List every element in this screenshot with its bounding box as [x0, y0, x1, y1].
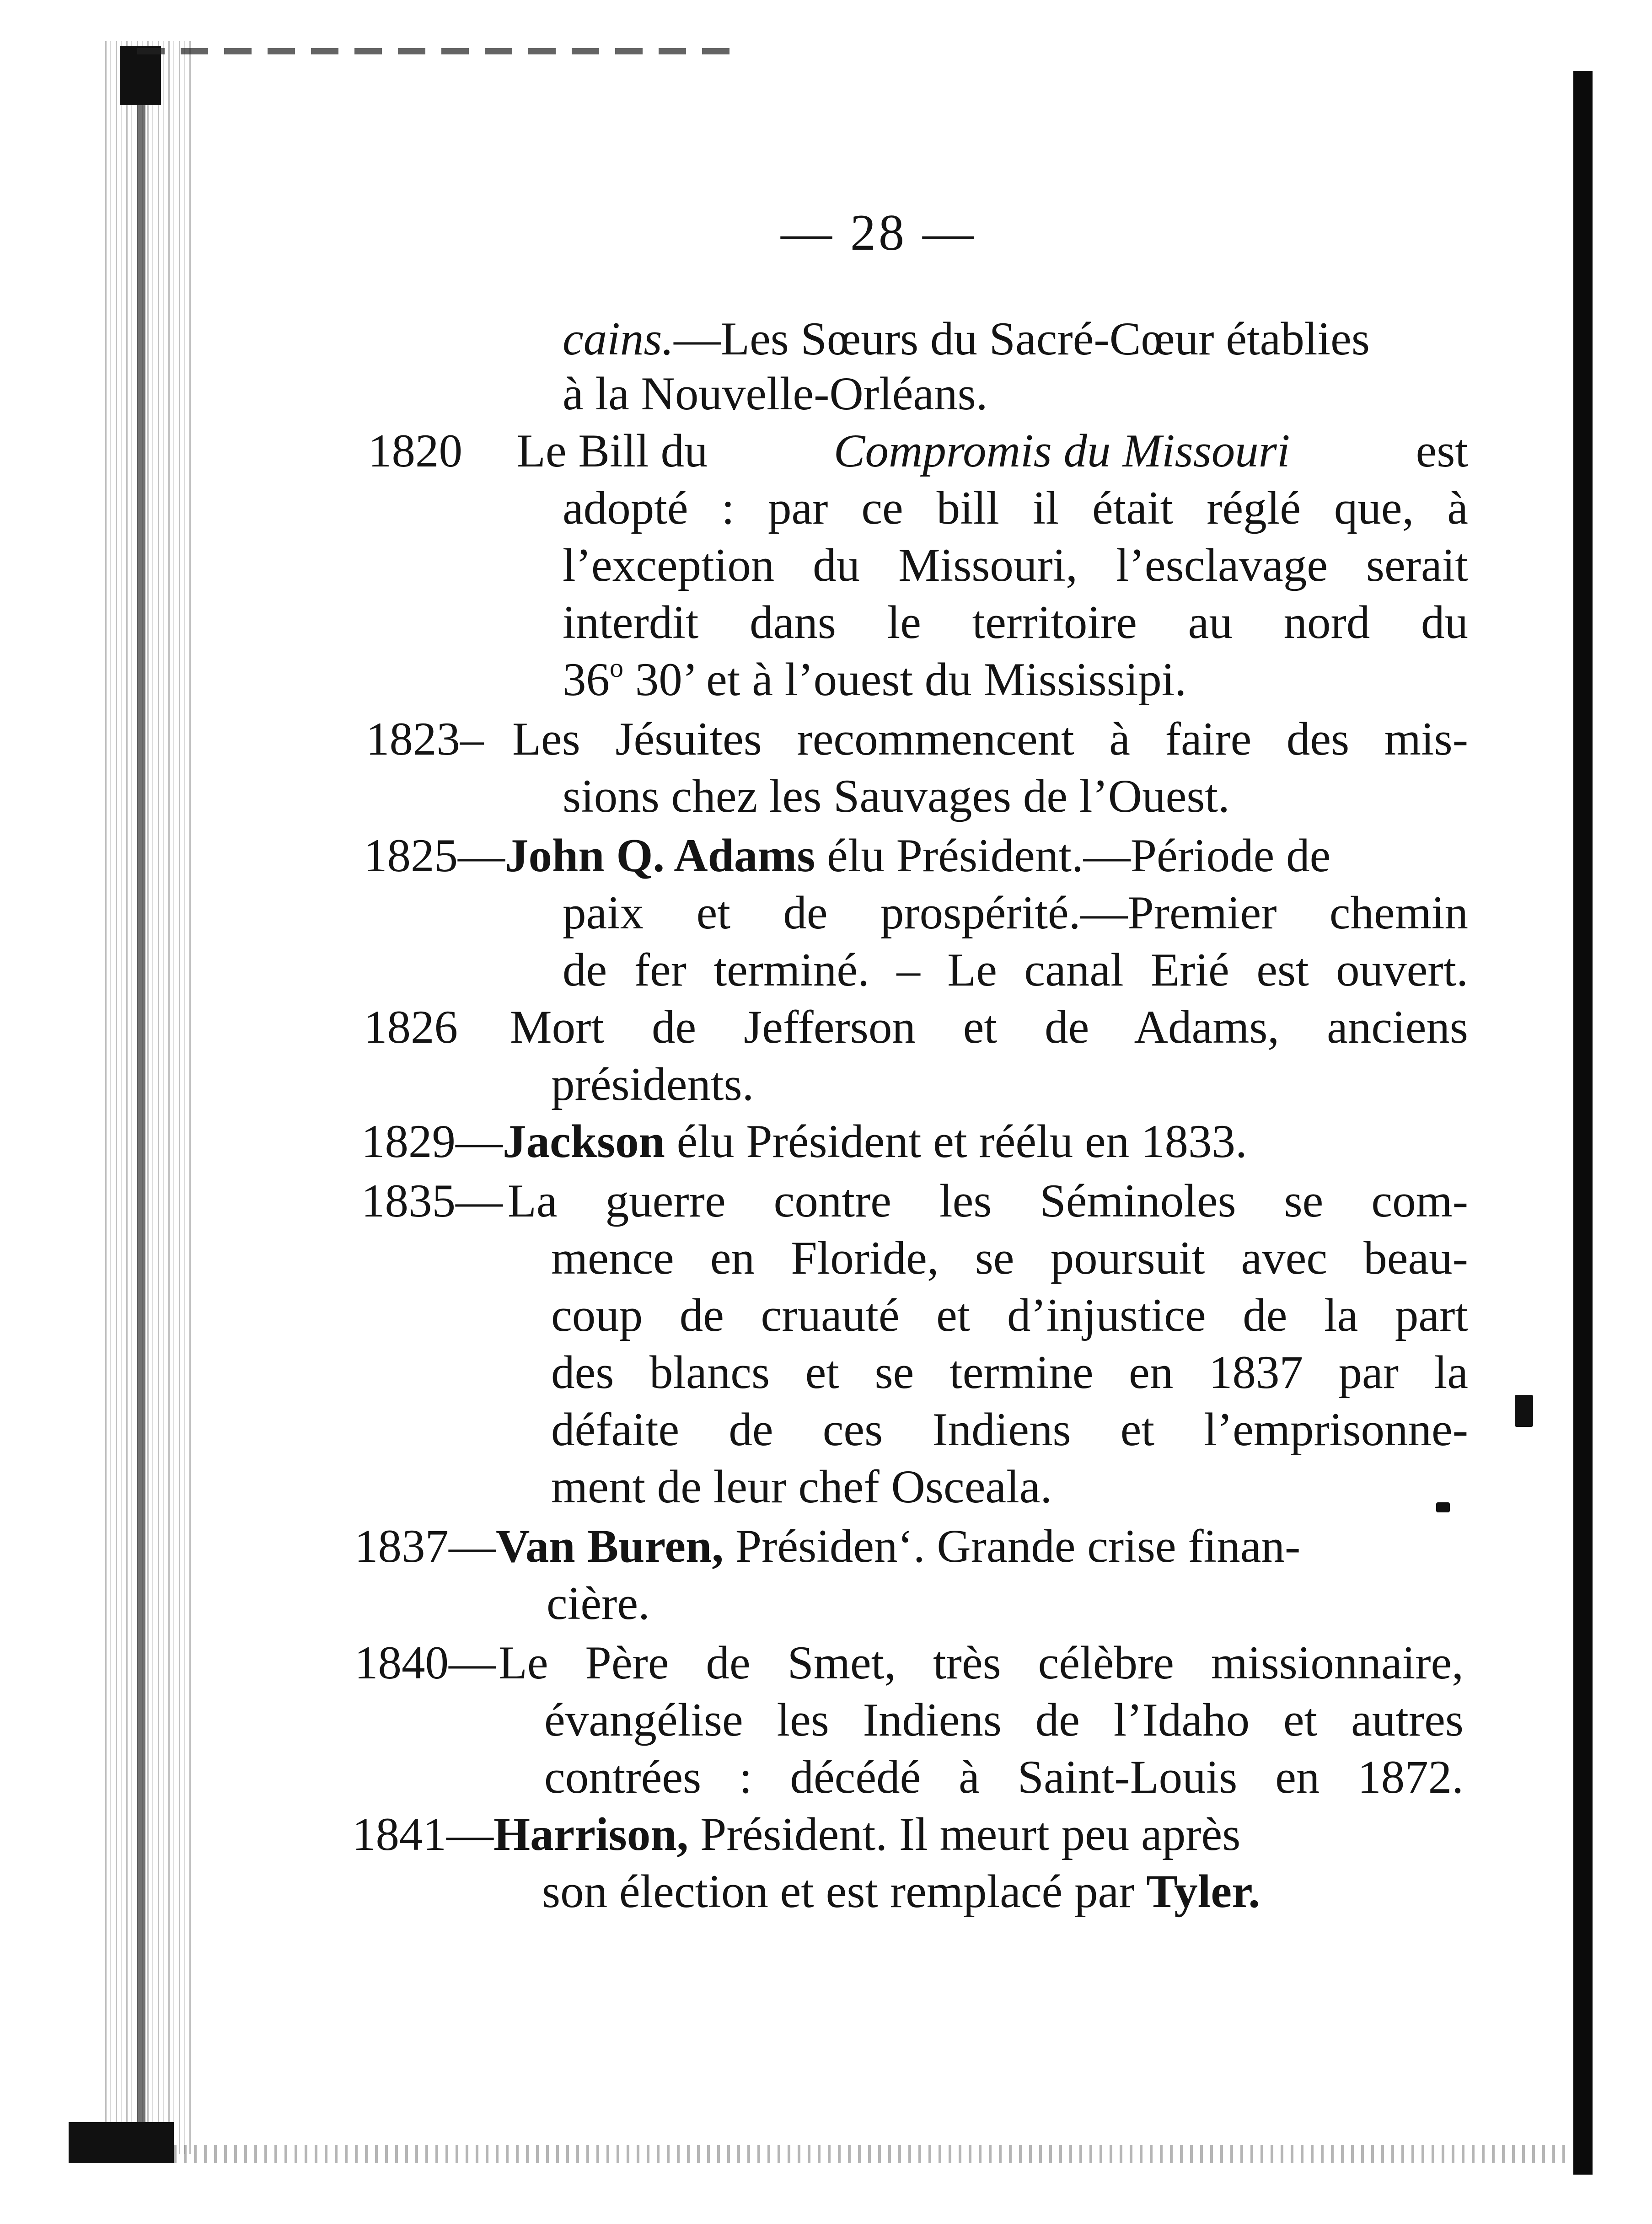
text-line — [563, 313, 1468, 366]
president-name: Van Buren, — [496, 1520, 724, 1572]
line-text: élu Président et réélu en 1833. — [665, 1115, 1247, 1168]
year-label: 1825— — [364, 830, 505, 882]
line-text: 30’ et à l’ouest du Mississipi. — [623, 654, 1187, 706]
text-line: cière. — [547, 1577, 650, 1629]
text-line: Le Père de Smet, très célèbre missionnaire, — [499, 1637, 1464, 1689]
line-text: Le Bill du — [517, 425, 708, 477]
text-line — [361, 1115, 1247, 1168]
line-text: 36 — [563, 654, 610, 706]
text-line — [352, 1808, 1241, 1861]
ink-blot — [1436, 1502, 1450, 1512]
degree-mark: o — [610, 653, 623, 683]
year-label: 1820 — [368, 425, 462, 477]
text-line: des blancs et se termine en 1837 par la — [551, 1346, 1468, 1399]
text-line — [563, 653, 1187, 707]
line-text: élu Président.—Période de — [815, 830, 1331, 882]
president-name: Harrison, — [493, 1808, 689, 1860]
line-text: —Les Sœurs du Sacré-Cœur établies — [674, 313, 1370, 365]
text-line: présidents. — [551, 1058, 754, 1110]
text-line: Mort de Jefferson et de Adams, anciens — [510, 1001, 1468, 1053]
text-line: contrées : décédé à Saint-Louis en 1872. — [544, 1751, 1464, 1803]
line-text: son élection et est remplacé par — [542, 1865, 1147, 1918]
scan-margin-noise-left — [105, 41, 192, 2154]
year-label: 1823– — [366, 713, 484, 765]
scan-right-border — [1573, 71, 1593, 2175]
text-line: l’exception du Missouri, l’esclavage serait — [563, 539, 1468, 591]
text-line: sions chez les Sauvages de l’Ouest. — [563, 770, 1230, 822]
text-line: défaite de ces Indiens et l’emprisonne- — [551, 1404, 1468, 1456]
page-number: — 28 — — [781, 204, 976, 261]
text-line: coup de cruauté et d’injustice de la part — [551, 1289, 1468, 1341]
year-label: 1829— — [361, 1115, 503, 1168]
text-line — [364, 832, 1330, 883]
president-name: John Q. Adams — [505, 830, 815, 882]
line-text: Président. Il meurt peu après — [688, 1808, 1241, 1860]
italic-text: cains. — [563, 313, 674, 365]
line-text: est — [1416, 425, 1468, 477]
scan-bottom-edge — [174, 2145, 1569, 2163]
text-line — [517, 425, 1468, 478]
year-label: 1840— — [354, 1637, 496, 1689]
year-label: 1841— — [352, 1808, 493, 1860]
text-line: interdit dans le territoire au nord du — [563, 596, 1468, 648]
text-line: de fer terminé. – Le canal Erié est ouvert. — [563, 944, 1468, 996]
president-name: Jackson — [503, 1115, 665, 1168]
text-line: La guerre contre les Séminoles se com- — [508, 1175, 1468, 1227]
text-line: paix et de prospérité.—Premier chemin — [563, 887, 1468, 939]
year-label: 1835— — [361, 1175, 503, 1227]
text-line: adopté : par ce bill il était réglé que, à — [563, 482, 1468, 534]
line-text: Présiden‘. Grande crise finan- — [724, 1520, 1301, 1572]
italic-text: Compromis du Missouri — [833, 425, 1290, 477]
text-line: à la Nouvelle-Orléans. — [563, 368, 988, 420]
ink-blot — [1515, 1395, 1533, 1427]
text-line: mence en Floride, se poursuit avec beau- — [551, 1232, 1468, 1284]
year-label: 1837— — [354, 1520, 496, 1572]
text-line — [542, 1865, 1260, 1919]
text-line: évangélise les Indiens de l’Idaho et autres — [544, 1694, 1464, 1746]
president-name: Tyler. — [1146, 1865, 1260, 1918]
scan-top-edge — [137, 48, 732, 54]
scan-corner-mark-top — [120, 46, 161, 105]
text-line: Les Jésuites recommencent à faire des mis- — [512, 713, 1468, 765]
text-line: ment de leur chef Osceala. — [551, 1461, 1052, 1513]
scan-margin-line-left — [137, 69, 145, 2149]
year-label: 1826 — [364, 1001, 458, 1053]
scan-corner-mark-bottom — [69, 2122, 174, 2163]
text-line — [354, 1520, 1468, 1573]
